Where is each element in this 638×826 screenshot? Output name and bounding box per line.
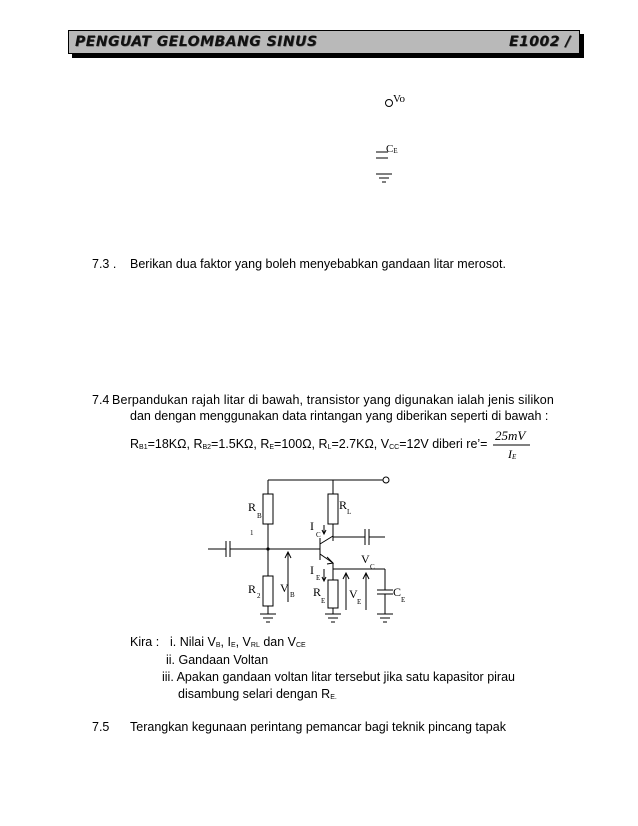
kira-item-ii: ii. Gandaan Voltan bbox=[166, 653, 269, 667]
label-ve: V bbox=[349, 587, 358, 601]
kira-item-iii-cont: disambung selari dengan RE. bbox=[178, 687, 337, 701]
label-rb1-one: 1 bbox=[250, 529, 254, 537]
label-r2: R bbox=[248, 582, 257, 596]
label-vc-sub: C bbox=[370, 563, 375, 571]
label-rl-sub: L bbox=[347, 508, 352, 516]
q73-number: 7.3 . bbox=[92, 257, 117, 271]
kira-item-i: i. Nilai VB, IE, VRL dan VCE bbox=[170, 635, 306, 649]
vo-label: Vo bbox=[393, 93, 406, 105]
q75-number: 7.5 bbox=[92, 720, 110, 734]
label-vc: V bbox=[361, 552, 370, 566]
label-ie-sub: E bbox=[316, 574, 321, 582]
q74-line1: Berpandukan rajah litar di bawah, transistor yang digunakan ialah jenis silikon bbox=[112, 393, 554, 407]
ce-top-label: CE bbox=[386, 143, 398, 155]
header-title: PENGUAT GELOMBANG SINUS bbox=[75, 34, 318, 50]
q73-text: Berikan dua faktor yang boleh menyebabkan gandaan litar merosot. bbox=[130, 257, 506, 271]
q74-number: 7.4 bbox=[92, 393, 110, 407]
label-ie: I bbox=[310, 563, 314, 577]
q74-given-data: RB1=18KΩ, RB2=1.5KΩ, RE=100Ω, RL=2.7KΩ, VCC=12V diberi re’= bbox=[130, 437, 488, 451]
label-rb1-sub: B bbox=[257, 512, 262, 520]
fraction-denominator: IE bbox=[508, 447, 517, 461]
kira-item-iii: iii. Apakan gandaan voltan litar tersebut jika satu kapasitor pirau bbox=[162, 670, 515, 684]
kira-lead: Kira : bbox=[130, 635, 160, 649]
label-re: R bbox=[313, 585, 322, 599]
label-ce: C bbox=[393, 585, 402, 599]
label-ic: I bbox=[310, 519, 314, 533]
q75-text: Terangkan kegunaan perintang pemancar bagi teknik pincang tapak bbox=[130, 720, 506, 734]
label-rl: R bbox=[339, 498, 348, 512]
label-ic-sub: C bbox=[316, 531, 321, 539]
header-code: E1002 / bbox=[508, 34, 571, 50]
label-ce-sub: E bbox=[401, 596, 406, 604]
label-rb1: R bbox=[248, 500, 257, 514]
label-re-sub: E bbox=[321, 597, 326, 605]
q74-line2: dan dengan menggunakan data rintangan yang diberikan seperti di bawah : bbox=[130, 409, 549, 423]
label-r2-sub: 2 bbox=[257, 592, 261, 600]
label-vb: V bbox=[280, 581, 289, 595]
label-ve-sub: E bbox=[357, 598, 362, 606]
label-vb-sub: B bbox=[290, 591, 295, 599]
fraction-numerator: 25mV bbox=[495, 428, 526, 443]
